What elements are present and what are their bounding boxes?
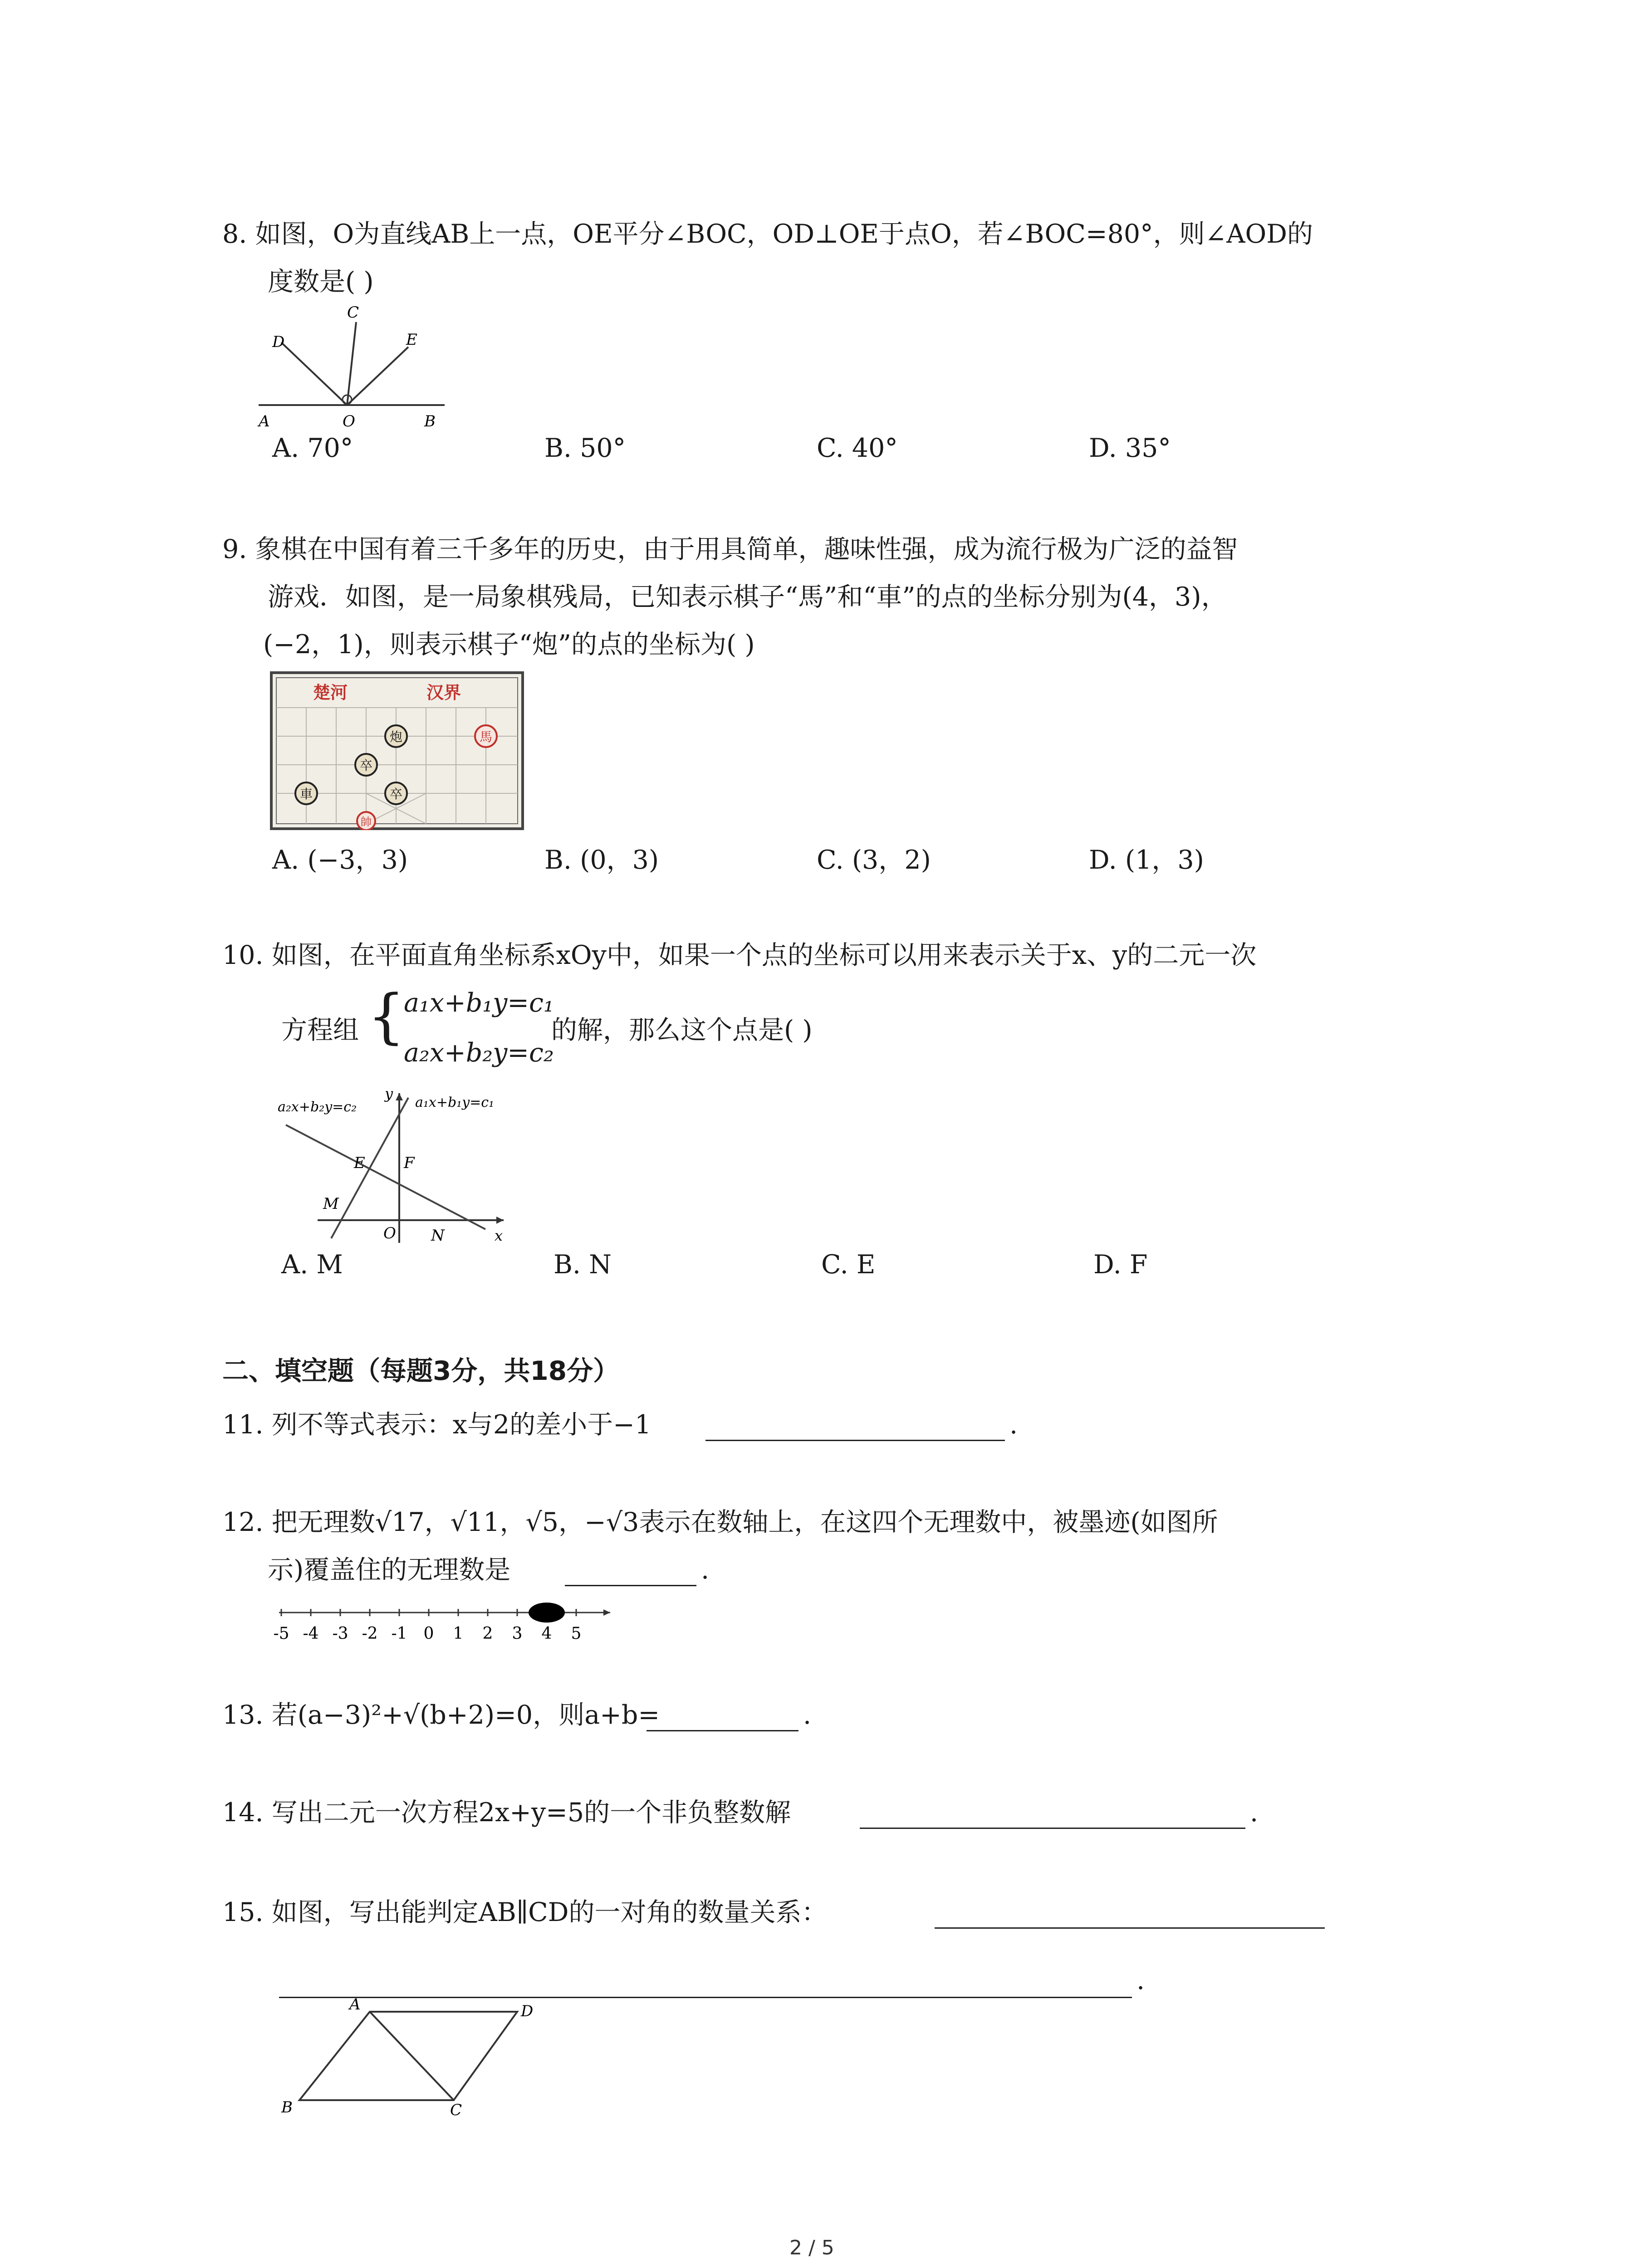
q13-answer-blank[interactable] (647, 1702, 798, 1731)
q9-piece-shuai (357, 812, 375, 830)
q8-label-C: C (347, 303, 359, 322)
q12-ink-blot (529, 1603, 565, 1623)
q10-label-x: x (495, 1227, 503, 1244)
q9-option-b[interactable]: B. (0，3) (544, 845, 659, 875)
q9-piece-zu-2 (385, 782, 407, 804)
q15-answer-blank-1[interactable] (935, 1899, 1325, 1929)
svg-text:車: 車 (299, 787, 313, 802)
q8-line1: 8. 如图，O为直线AB上一点，OE平分∠BOC，OD⊥OE于点O，若∠BOC=80°，则∠AOD的 (222, 219, 1313, 249)
q10-suffix: 的解，那么这个点是( ) (551, 1015, 813, 1045)
q12-tick-label: -1 (391, 1624, 407, 1643)
q10-option-d[interactable]: D. F (1093, 1250, 1148, 1280)
svg-text:卒: 卒 (389, 787, 403, 802)
q15-text: 15. 如图，写出能判定AB∥CD的一对角的数量关系： (222, 1897, 828, 1927)
q15-label-A: A (349, 1995, 361, 2014)
q10-label-line2: a₂x+b₂y=c₂ (278, 1099, 357, 1115)
svg-text:帥: 帥 (361, 816, 372, 828)
q10-line1: 10. 如图，在平面直角坐标系xOy中，如果一个点的坐标可以用来表示关于x、y的二元一次 (222, 940, 1257, 970)
q14-text: 14. 写出二元一次方程2x+y=5的一个非负整数解 (222, 1798, 791, 1828)
q9-line2: 游戏．如图，是一局象棋残局，已知表示棋子“馬”和“車”的点的坐标分别为(4，3)， (268, 582, 1227, 612)
q12-tick-label: -3 (332, 1624, 348, 1643)
q12-tick-label: 5 (571, 1624, 582, 1643)
q10-label-E: E (354, 1154, 365, 1172)
q9-piece-pao (385, 725, 407, 747)
q10-label-F: F (404, 1154, 415, 1172)
q11-answer-blank[interactable] (705, 1412, 1005, 1441)
q8-figure (254, 297, 454, 429)
svg-text:炮: 炮 (389, 729, 403, 744)
q10-eq2: a₂x+b₂y=c₂ (404, 1038, 554, 1068)
q12-tick-label: -5 (273, 1624, 289, 1643)
q8-line2: 度数是( ) (268, 267, 374, 297)
q10-label-N: N (431, 1227, 445, 1245)
q15-label-C: C (450, 2101, 462, 2116)
q8-label-E: E (406, 331, 417, 349)
q9-piece-che (295, 782, 317, 804)
q13-end: . (803, 1700, 812, 1730)
q10-option-c[interactable]: C. E (821, 1250, 876, 1280)
page-number: 2 / 5 (789, 2236, 834, 2259)
q8-label-A: A (259, 412, 270, 429)
q9-board-title-right: 汉界 (426, 682, 461, 703)
q10-brace: { (367, 982, 405, 1051)
q8-label-D: D (272, 333, 285, 351)
section-heading: 二、填空题（每题3分，共18分） (222, 1355, 620, 1386)
q12-end: . (701, 1555, 710, 1585)
q15-parallelogram-figure (272, 1994, 554, 2116)
q14-end: . (1250, 1798, 1259, 1828)
q12-line1: 12. 把无理数√17，√11，√5，−√3表示在数轴上，在这四个无理数中，被墨迹(如图所 (222, 1507, 1218, 1537)
q9-option-d[interactable]: D. (1，3) (1089, 845, 1204, 875)
q12-tick-label: 4 (541, 1624, 552, 1643)
q9-option-a[interactable]: A. (−3，3) (272, 845, 408, 875)
q10-label-M: M (323, 1195, 339, 1213)
q10-coordinate-figure (272, 1084, 517, 1247)
q12-tick-label: 1 (453, 1624, 464, 1643)
q15-end: . (1136, 1965, 1145, 1995)
q12-number-line (272, 1599, 617, 1649)
q14-answer-blank[interactable] (860, 1799, 1245, 1829)
q9-board-title-left: 楚河 (313, 682, 348, 703)
q12-tick-label: -4 (303, 1624, 319, 1643)
q10-label-y: y (385, 1085, 393, 1102)
q9-chess-board (270, 671, 524, 830)
q8-option-a[interactable]: A. 70° (272, 433, 353, 463)
q15-label-B: B (281, 2098, 293, 2116)
q12-answer-blank[interactable] (565, 1557, 696, 1586)
q12-line2: 示)覆盖住的无理数是 (268, 1555, 511, 1585)
q10-option-a[interactable]: A. M (281, 1250, 343, 1280)
q12-tick-label: 2 (482, 1624, 493, 1643)
q8-label-B: B (424, 412, 436, 429)
q11-end: . (1009, 1410, 1018, 1440)
q12-tick-label: -2 (362, 1624, 378, 1643)
q11-text: 11. 列不等式表示：x与2的差小于−1 (222, 1410, 652, 1440)
q12-tick-label: 3 (512, 1624, 523, 1643)
svg-text:馬: 馬 (479, 729, 493, 744)
q8-label-O: O (343, 412, 355, 429)
q9-option-c[interactable]: C. (3，2) (817, 845, 931, 875)
q10-label-line1: a₁x+b₁y=c₁ (415, 1095, 495, 1110)
svg-text:卒: 卒 (359, 758, 373, 773)
q12-tick-label: 0 (423, 1624, 434, 1643)
q9-piece-zu-1 (355, 754, 377, 776)
q8-option-d[interactable]: D. 35° (1089, 433, 1171, 463)
q10-label-O: O (383, 1224, 396, 1242)
q13-text: 13. 若(a−3)²+√(b+2)=0，则a+b= (222, 1700, 660, 1730)
q9-piece-ma (475, 725, 497, 747)
q15-label-D: D (521, 2002, 534, 2020)
q10-option-b[interactable]: B. N (554, 1250, 612, 1280)
q8-option-b[interactable]: B. 50° (544, 433, 626, 463)
q8-option-c[interactable]: C. 40° (817, 433, 898, 463)
q10-prefix: 方程组 (281, 1015, 359, 1045)
q10-eq1: a₁x+b₁y=c₁ (404, 988, 554, 1018)
q9-line1: 9. 象棋在中国有着三千多年的历史，由于用具简单，趣味性强，成为流行极为广泛的益智 (222, 534, 1238, 564)
q9-line3: (−2，1)，则表示棋子“炮”的点的坐标为( ) (263, 630, 755, 660)
